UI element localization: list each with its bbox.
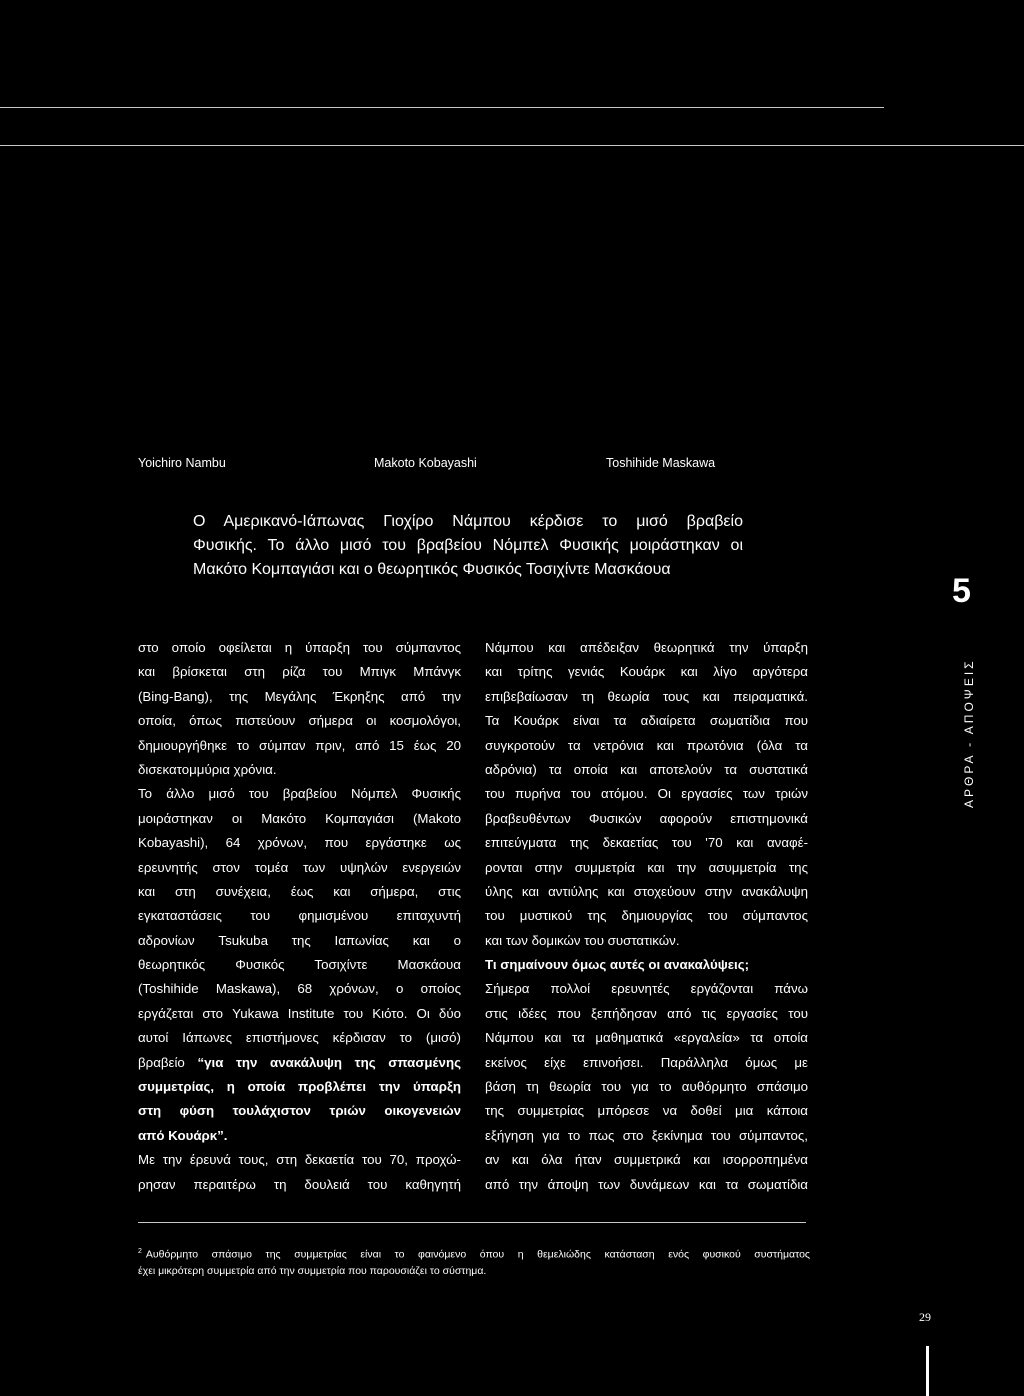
text-line: Σήμερα πολλοί ερευνητές εργάζονται πάνω: [485, 981, 808, 997]
text-line: εγκαταστάσεις του φημισμένου επιταχυντή: [138, 908, 461, 924]
text-line: εργάζεται στο Yukawa Institute του Κιότο. Οι δύο: [138, 1005, 461, 1021]
page-number: 29: [919, 1310, 931, 1324]
text-line: βάση τη θεωρία του για το αυθόρμητο σπάσιμο: [485, 1079, 808, 1095]
text-line: επιτεύγματα της δεκαετίας του '70 και αναφέ-: [485, 835, 808, 851]
text-line: Kobayashi), 64 χρόνων, που εργάστηκε ως: [138, 835, 461, 851]
issue-number: 5: [952, 572, 971, 610]
text-line: στο οποίο οφείλεται η ύπαρξη του σύμπαντος: [138, 640, 461, 655]
text-line: αυτοί Ιάπωνες επιστήμονες κέρδισαν το (μισό): [138, 1030, 461, 1046]
text-line: Νάμπου και τα μαθηματικά «εργαλεία» τα οποία: [485, 1030, 808, 1046]
photo-caption-maskawa: Toshihide Maskawa: [606, 456, 716, 470]
text-line: βραβευθέντων Φυσικών αφορούν επιστημονικά: [485, 810, 808, 826]
text-line: εξήγηση για το πως στο ξεκίνημα του σύμπαντος,: [485, 1127, 808, 1143]
text-line: στις ιδέες που ξεπήδησαν από τις εργασίες του: [485, 1005, 808, 1021]
text-line: και των δομικών του συστατικών.: [485, 932, 680, 948]
text-line: εκείνος είχε επινοήσει. Παράλληλα όμως με: [485, 1054, 808, 1070]
text-line: από την άποψη των δυνάμεων και τα σωματίδια: [485, 1176, 808, 1192]
text-line: βραβείο “για την ανακάλυψη της σπασμένης: [138, 1054, 461, 1070]
text-line: συγκροτούν τα νετρόνια και πρωτόνια (όλα τα: [485, 737, 808, 753]
photo-caption-nambu: Yoichiro Nambu: [138, 456, 226, 470]
text-line: και βρίσκεται στη ρίζα του Μπιγκ Μπάνγκ: [138, 664, 461, 680]
footnote-marker: 2: [138, 1248, 142, 1255]
photo-caption-kobayashi: Makoto Kobayashi: [374, 456, 477, 470]
text-line: δημιουργήθηκε το σύμπαν πριν, από 15 έως 20: [138, 737, 461, 753]
text-line: (Toshihide Maskawa), 68 χρόνων, ο οποίος: [138, 981, 461, 997]
text-line: Νάμπου και απέδειξαν θεωρητικά την ύπαρξη: [485, 640, 808, 655]
lead-line: Ο Αμερικανό-Ιάπωνας Γιοχίρο Νάμπου κέρδισε το μισό βραβείο: [193, 513, 743, 530]
text-line: και στη συνέχεια, έως και σήμερα, στις: [138, 883, 461, 899]
text-line: αδρόνια) τα οποία και αποτελούν τα συστατικά: [485, 761, 808, 777]
text-line: από Κουάρκ”.: [138, 1127, 228, 1143]
section-label: ΑΡΘΡΑ - ΑΠΟΨΕΙΣ: [962, 658, 976, 808]
corner-bar: [926, 1346, 929, 1396]
text-line: επιβεβαίωσαν τη θεωρία τους και πειραματικά.: [485, 688, 808, 704]
text-line: της συμμετρίας μπόρεσε να δοθεί μια κάποια: [485, 1103, 808, 1119]
text-line: ύλης και αντιύλης και στοχεύουν στην ανακάλυψη: [485, 883, 808, 899]
text-line: συμμετρίας, η οποία προβλέπει την ύπαρξη: [138, 1079, 461, 1095]
text-line: στη φύση τουλάχιστον τριών οικογενειών: [138, 1103, 461, 1119]
text-line: ρονται στην συμμετρία και την ασυμμετρία της: [485, 859, 808, 875]
text-line: ρησαν περαιτέρω τη δουλειά του καθηγητή: [138, 1176, 461, 1192]
lead-line: Μακότο Κομπαγιάσι και ο θεωρητικός Φυσικός Τοσιχίντε Μασκάουα: [193, 561, 671, 578]
text-line: Το άλλο μισό του βραβείου Νόμπελ Φυσικής: [138, 786, 461, 802]
top-rule: [0, 107, 884, 108]
text-line: αν και όλα ήταν συμμετρικά και ισορροπημένα: [485, 1152, 808, 1168]
footnote: [138, 1244, 810, 1279]
second-rule: [0, 145, 1024, 146]
text-line: Τι σημαίνουν όμως αυτές οι ανακαλύψεις;: [485, 957, 750, 973]
text-line: Τα Κουάρκ είναι τα αδιαίρετα σωματίδια που: [485, 713, 808, 729]
footnote-line: $^2$ Αυθόρμητο σπάσιμο της συμμετρίας είναι το φαινόμενο όπου η θεμελιώδης κατάσταση ενός φυσικού συστήματος: [138, 1248, 810, 1261]
text-line: μοιράστηκαν οι Μακότο Κομπαγιάσι (Makoto: [138, 810, 461, 826]
quote-emphasis: “για την ανακάλυψη της σπασμένης: [197, 1054, 461, 1070]
text-line: θεωρητικός Φυσικός Τοσιχίντε Μασκάουα: [138, 957, 461, 973]
footnote-rule: [138, 1222, 806, 1223]
text-line: οποία, όπως πιστεύουν σήμερα οι κοσμολόγοι,: [138, 713, 461, 729]
text-line: αδρονίων Tsukuba της Ιαπωνίας και ο: [138, 932, 461, 948]
text-line: του πυρήνα του ατόμου. Οι εργασίες των τριών: [485, 786, 808, 802]
text-line: του μυστικού της δημιουργίας του σύμπαντος: [485, 908, 808, 924]
text-line: και τρίτης γενιάς Κουάρκ και λίγο αργότερα: [485, 664, 808, 680]
right-text-column: [485, 636, 808, 1197]
left-text-column: [138, 636, 461, 1197]
lead-paragraph: [193, 510, 743, 582]
footnote-line: έχει μικρότερη συμμετρία από την συμμετρία που παρουσιάζει το σύστημα.: [138, 1264, 487, 1277]
text-line: ερευνητής στον τομέα των υψηλών ενεργειών: [138, 859, 461, 875]
text-line: Με την έρευνά τους, στη δεκαετία του 70, προχώ-: [138, 1152, 461, 1168]
text-line: (Bing-Bang), της Μεγάλης Έκρηξης από την: [138, 688, 461, 704]
lead-line: Φυσικής. Το άλλο μισό του βραβείου Νόμπελ Φυσικής μοιράστηκαν οι: [193, 537, 743, 554]
text-line: δισεκατομμύρια χρόνια.: [138, 761, 277, 777]
